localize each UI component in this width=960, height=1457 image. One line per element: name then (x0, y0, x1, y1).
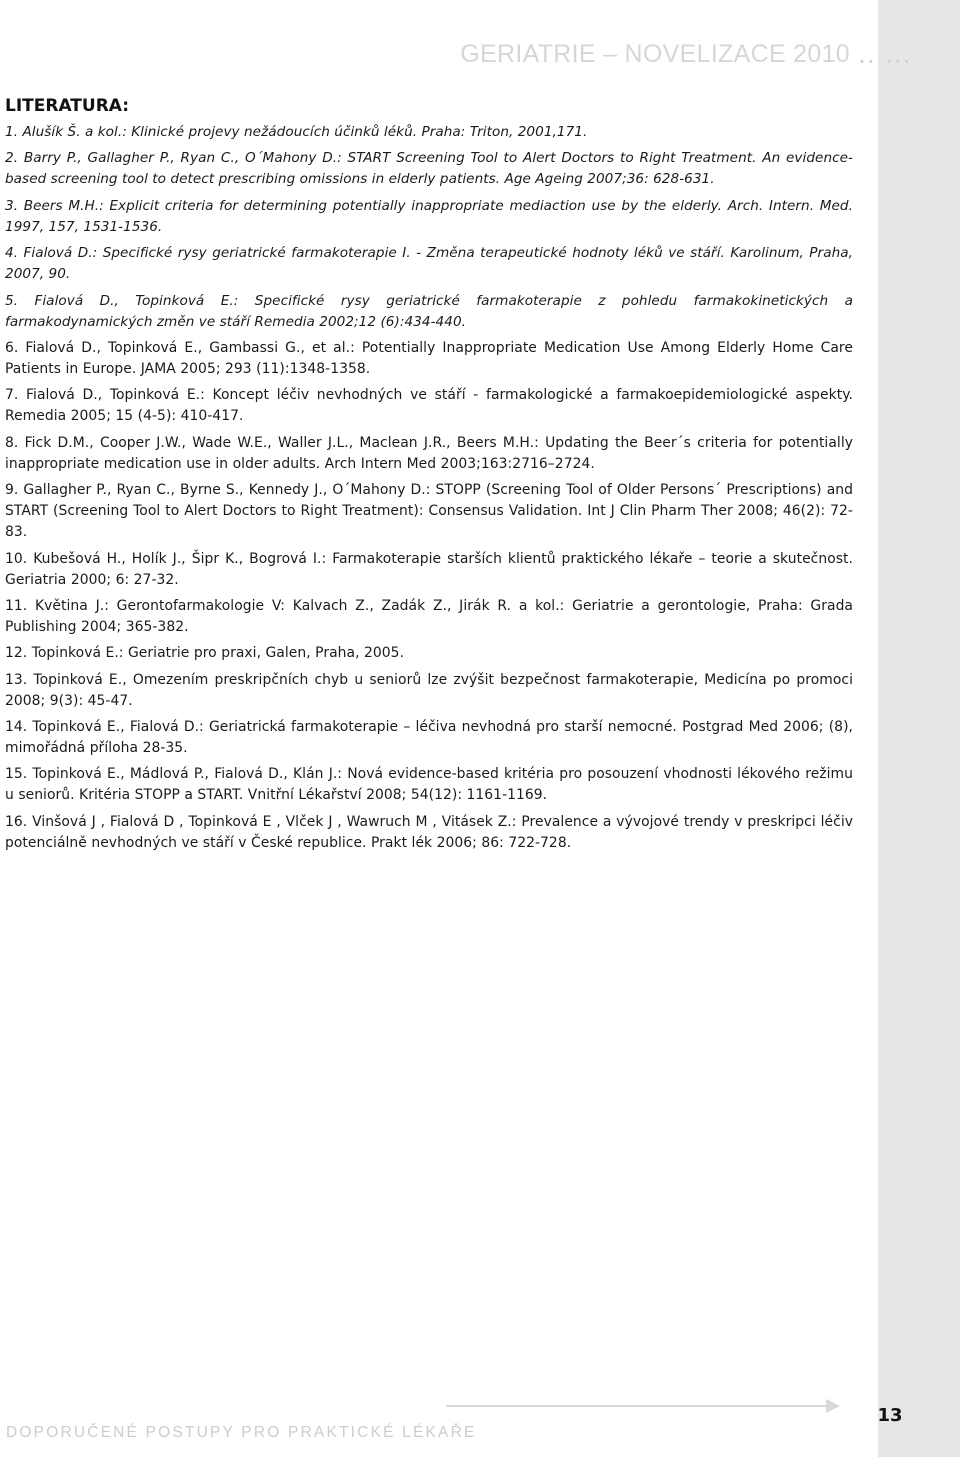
reference-item-9: 9. Gallagher P., Ryan C., Byrne S., Kennedy J., O´Mahony D.: STOPP (Screening Tool of Older Persons´ Prescriptions) and START (Screening Tool to Alert Doctors to Right Treatment): Consensus Validation. Int J Clin Pharm Ther 2008; 46(2): 72-83. (5, 482, 853, 541)
reference-item-13: 13. Topinková E., Omezením preskripčních chyb u seniorů lze zvýšit bezpečnost farmakoterapie, Medicína po promoci 2008; 9(3): 45-47. (5, 671, 853, 709)
reference-list (5, 122, 853, 859)
reference-item-10: 10. Kubešová H., Holík J., Šipr K., Bogrová I.: Farmakoterapie starších klientů praktického lékaře – teorie a skutečnost. Geriatria 2000; 6: 27-32. (5, 550, 853, 588)
running-header-title: GERIATRIE – NOVELIZACE 2010 (460, 40, 850, 68)
literature-heading: LITERATURA: (5, 96, 130, 116)
reference-item-7: 7. Fialová D., Topinková E.: Koncept léčiv nevhodných ve stáří - farmakologické a farmakoepidemiologické aspekty. Remedia 2005; 15 (4-5): 410-417. (5, 387, 853, 425)
footer-label: DOPORUČENÉ POSTUPY PRO PRAKTICKÉ LÉKAŘE (6, 1424, 477, 1441)
reference-item-12: 12. Topinková E.: Geriatrie pro praxi, Galen, Praha, 2005. (5, 645, 405, 662)
reference-item-14: 14. Topinková E., Fialová D.: Geriatrická farmakoterapie – léčiva nevhodná pro starší nemocné. Postgrad Med 2006; (8), mimořádná příloha 28-35. (5, 719, 853, 757)
reference-item-3: 3. Beers M.H.: Explicit criteria for determining potentially inappropriate mediaction use by the elderly. Arch. Intern. Med. 1997, 157, 1531-1536. (5, 197, 853, 235)
reference-item-2: 2. Barry P., Gallagher P., Ryan C., O´Mahony D.: START Screening Tool to Alert Doctors to Right Treatment. An evidence-based screening tool to detect prescribing omissions in elderly patients. Age Ageing 2007;36: 628-631. (5, 150, 853, 188)
reference-item-16: 16. Vinšová J , Fialová D , Topinková E , Vlček J , Wawruch M , Vitásek Z.: Prevalence a vývojové trendy v preskripci léčiv potenciálně nevhodných ve stáří v České republice. Prakt lék 2006; 86: 722-728. (5, 813, 853, 851)
reference-item-4: 4. Fialová D.: Specifické rysy geriatrické farmakoterapie I. - Změna terapeutické hodnoty léků ve stáří. Karolinum, Praha, 2007, 90. (5, 245, 853, 283)
reference-item-5: 5. Fialová D., Topinková E.: Specifické rysy geriatrické farmakoterapie z pohledu farmakokinetických a farmakodynamických změn ve stáří Remedia 2002;12 (6):434-440. (5, 292, 853, 330)
side-margin-bar (878, 0, 960, 1457)
reference-item-11: 11. Květina J.: Gerontofarmakologie V: Kalvach Z., Zadák Z., Jirák R. a kol.: Geriatrie a gerontologie, Praha: Grada Publishing 2004; 365-382. (5, 597, 853, 635)
reference-item-8: 8. Fick D.M., Cooper J.W., Wade W.E., Waller J.L., Maclean J.R., Beers M.H.: Updating the Beer´s criteria for potentially inappropriate medication use in older adults. Arch Intern Med 2003;163:2716–2724. (5, 434, 853, 472)
reference-item-1: 1. Alušík Š. a kol.: Klinické projevy nežádoucích účinků léků. Praha: Triton, 2001,171. (5, 124, 588, 140)
reference-item-6: 6. Fialová D., Topinková E., Gambassi G., et al.: Potentially Inappropriate Medication Use Among Elderly Home Care Patients in Europe. JAMA 2005; 293 (11):1348-1358. (5, 339, 853, 377)
reference-item-15: 15. Topinková E., Mádlová P., Fialová D., Klán J.: Nová evidence-based kritéria pro posouzení vhodnosti lékového režimu u seniorů. Kritéria STOPP a START. Vnitřní Lékařství 2008; 54(12): 1161-1169. (5, 766, 853, 804)
footer-arrow-icon (826, 1399, 840, 1413)
footer-rule (446, 1405, 828, 1407)
running-header-dots: .. ... (858, 40, 912, 69)
page-number: 13 (877, 1405, 903, 1426)
